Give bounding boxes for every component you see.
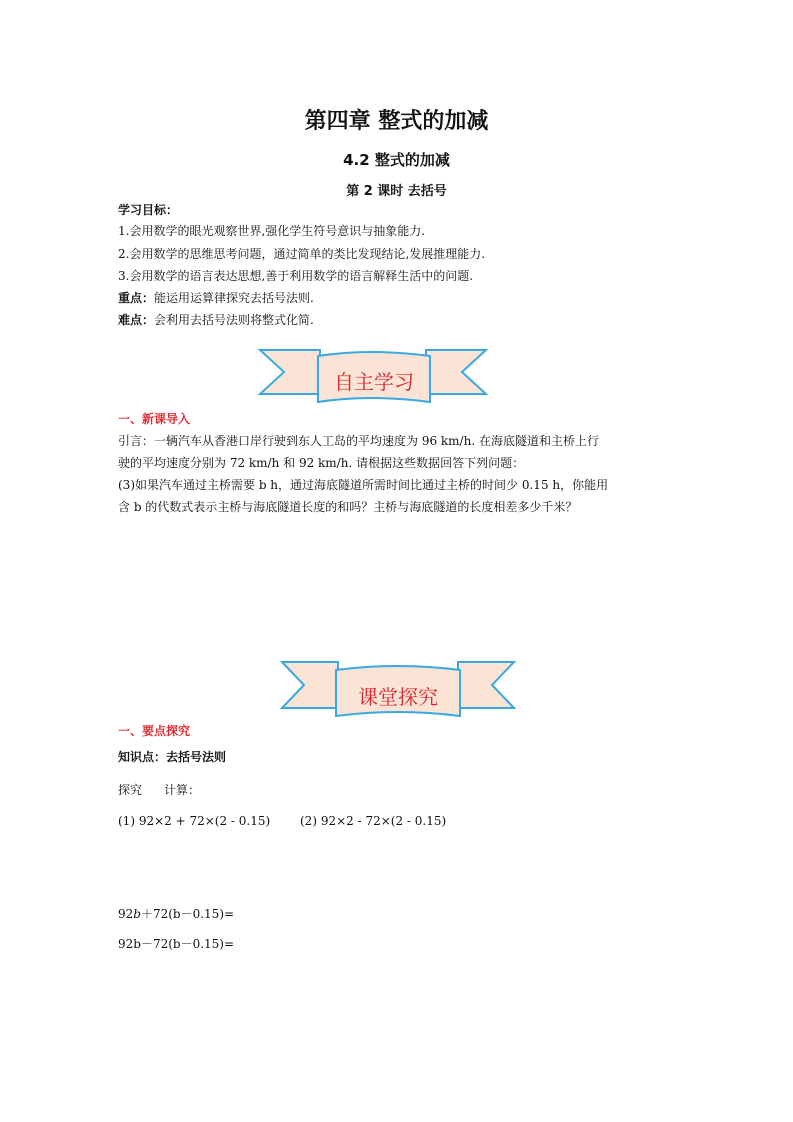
section-title: 4.2 整式的加减 [343,151,450,169]
chapter-title: 第四章 整式的加减 [304,109,489,134]
difficulty-label: 难点： [118,313,155,327]
key-point [118,290,314,306]
intro-line: 驶的平均速度分别为 72 km/h 和 92 km/h. 请根据这些数据回答下列问题： [118,456,525,470]
task-label: 探究 [118,783,143,797]
objective-item: 2.会用数学的思维思考问题，通过简单的类比发现结论,发展推理能力. [118,247,486,261]
banner-label: 课堂探究 [358,685,438,709]
difficulty-text: 会利用去括号法则将整式化简. [154,313,314,327]
intro-line: (3)如果汽车通过主桥需要 b h，通过海底隧道所需时间比通过主桥的时间少 0.15 h，你能用 [118,478,609,492]
expression-1 [118,906,234,922]
intro-line: 含 b 的代数式表示主桥与海底隧道长度的和吗？主桥与海底隧道的长度相差多少千米？ [118,500,578,514]
task-text: 计算： [164,783,201,797]
section-banner-self-study [258,344,488,406]
objective-item: 3.会用数学的语言表达思想,善于利用数学的语言解释生活中的问题. [118,269,474,283]
calc-problem-1: (1) 92×2 + 72×(2 - 0.15) [118,814,271,828]
knowledge-point: 知识点：去括号法则 [118,750,227,764]
calc-problem-2: (2) 92×2 - 72×(2 - 0.15) [300,814,447,828]
expression-1-var: b [133,907,141,921]
intro-heading: 一、新课导入 [118,412,191,426]
task-line [118,782,200,798]
expression-1-coef: 92 [118,907,134,921]
objectives-heading: 学习目标： [118,203,179,217]
banner-label: 自主学习 [334,370,414,394]
expression-1-rest: ＋72(b－0.15)= [140,907,235,921]
section-banner-class-explore [280,660,516,720]
expression-2: 92b－72(b－0.15)= [118,937,235,951]
objective-item: 1.会用数学的眼光观察世界,强化学生符号意识与抽象能力. [118,224,426,238]
lesson-title: 第 2 课时 去括号 [346,184,447,199]
difficulty-point [118,312,314,328]
intro-line: 引言：一辆汽车从香港口岸行驶到东人工岛的平均速度为 96 km/h. 在海底隧道和主桥上行 [118,434,599,448]
explore-heading: 一、要点探究 [118,724,191,738]
key-point-label: 重点： [118,291,155,305]
key-point-text: 能运用运算律探究去括号法则. [154,291,314,305]
